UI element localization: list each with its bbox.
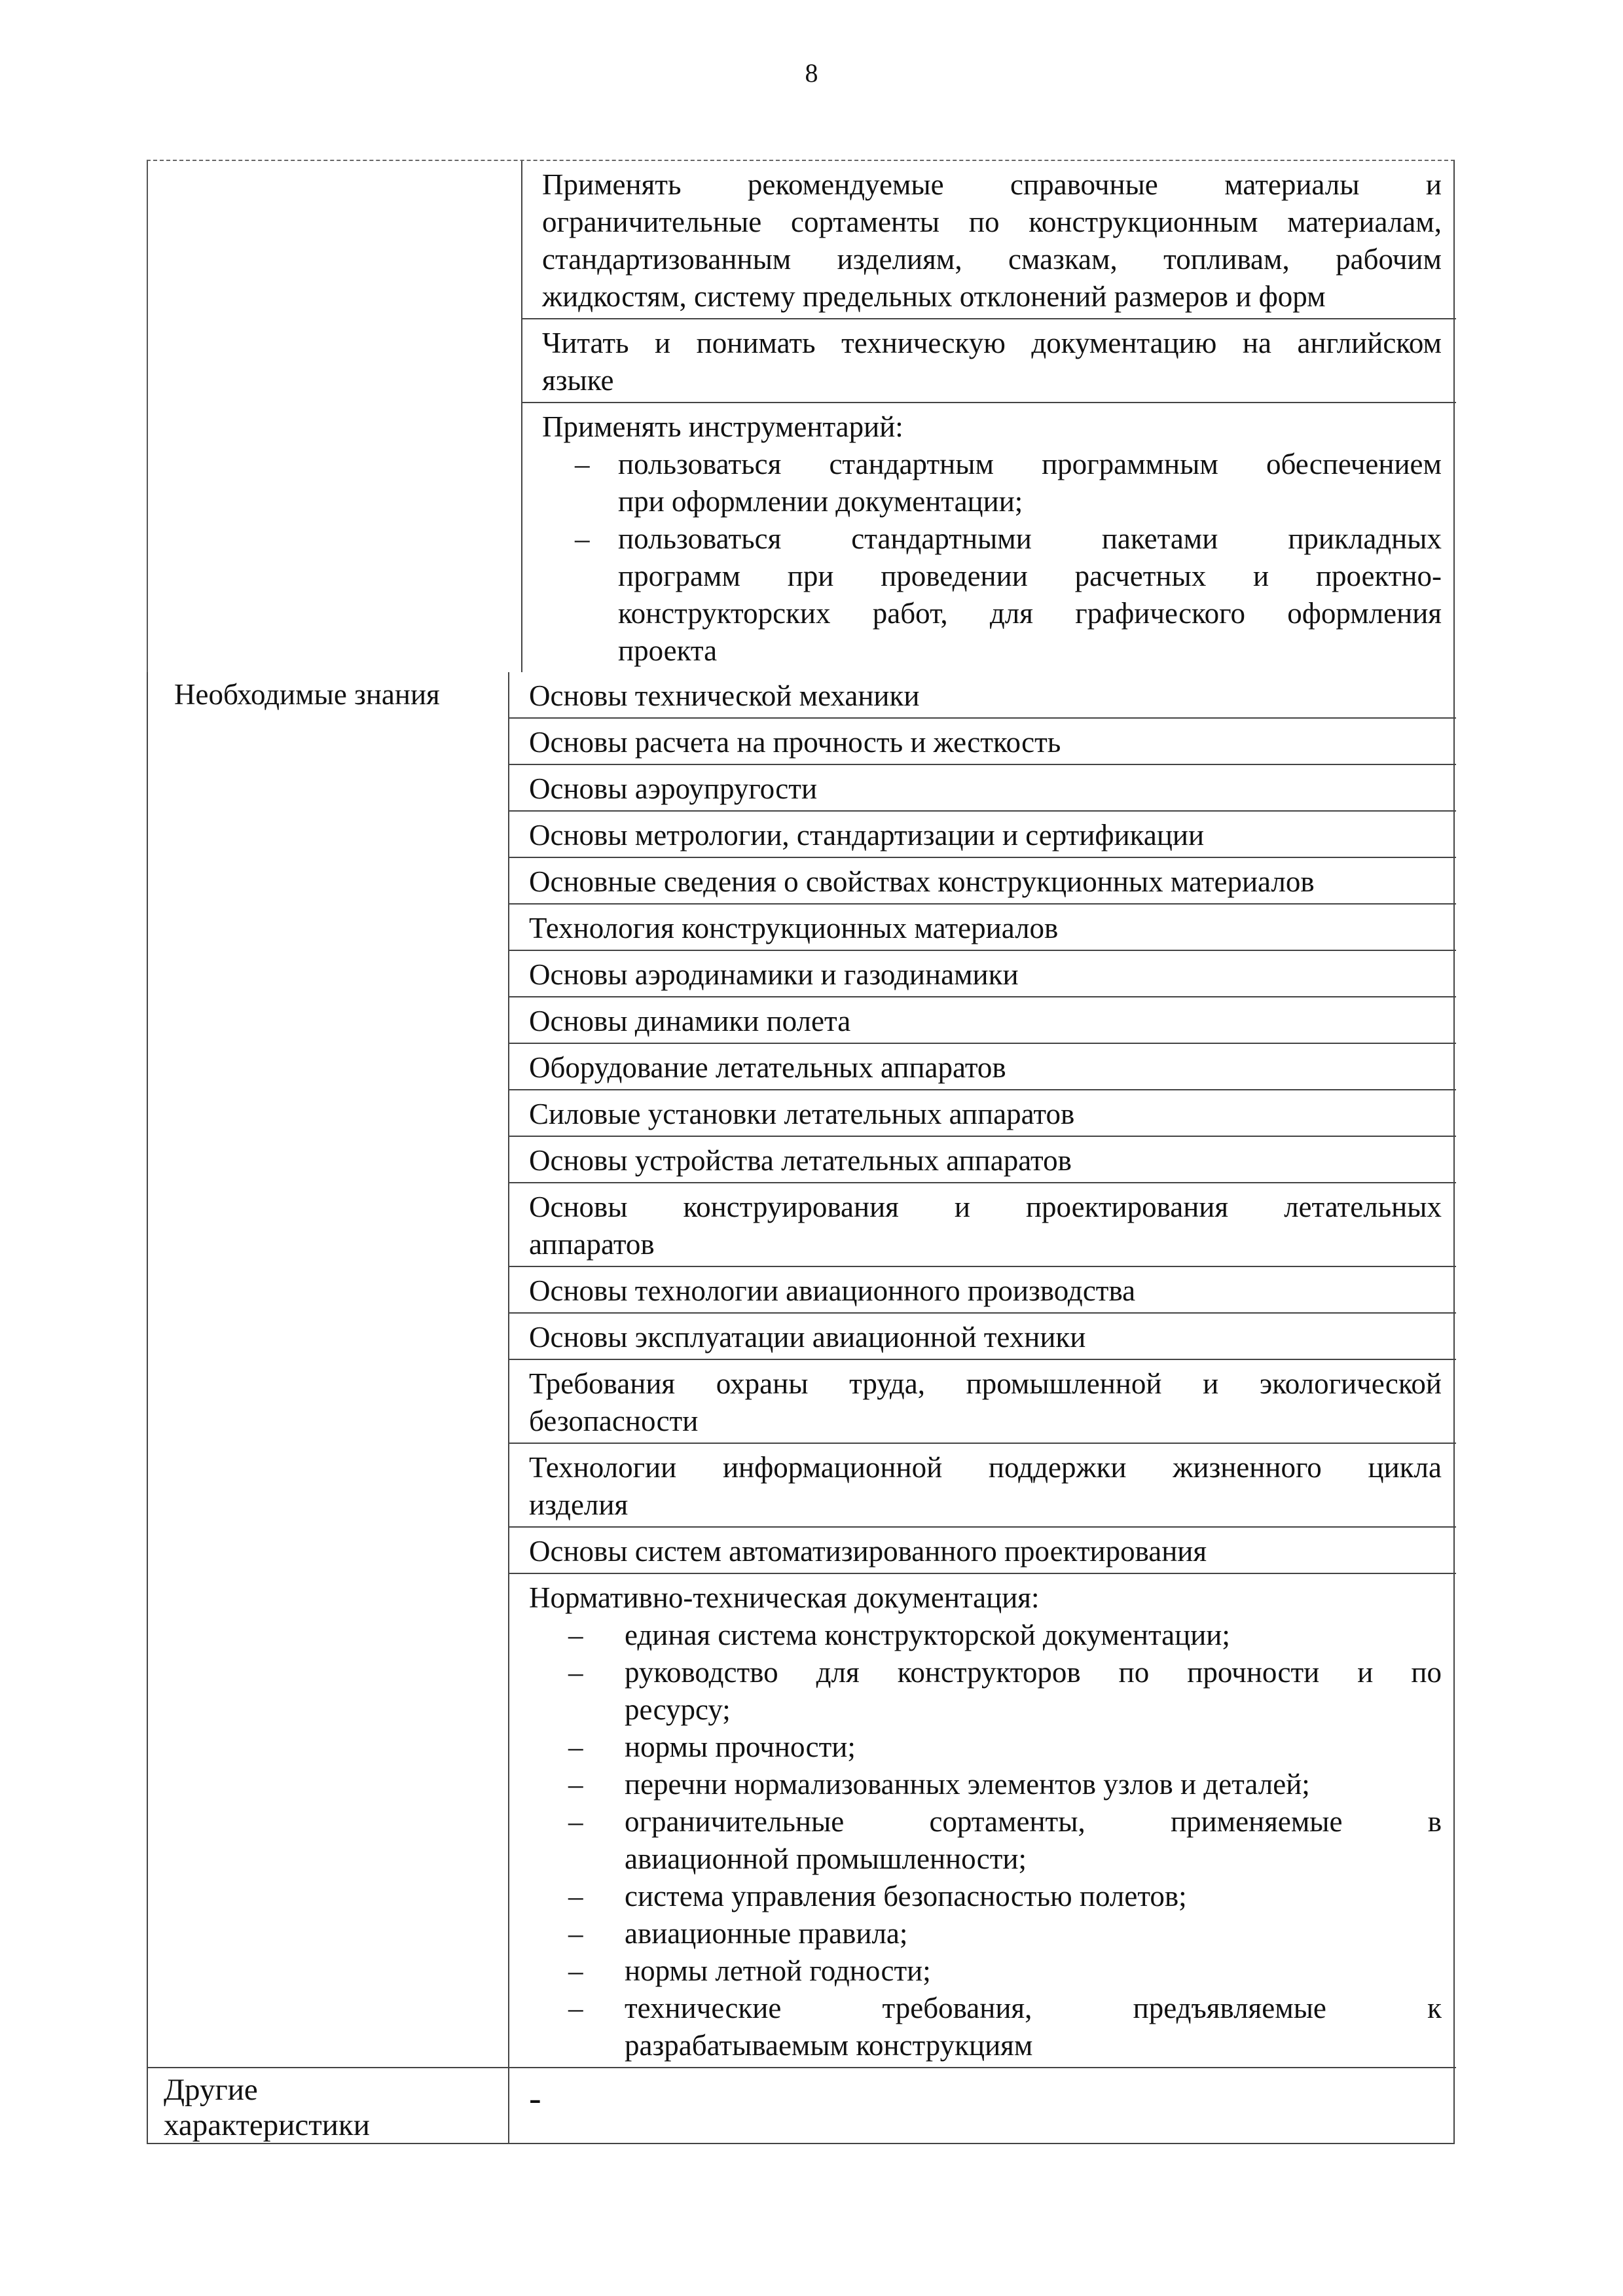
normative-item-line: авиационные правила; [625,1917,908,1950]
knowledge-cells [509,672,1456,2067]
normative-item-line: единая система конструкторской документации; [625,1619,1230,1651]
knowledge-item-line: Оборудование летательных аппаратов [529,1051,1006,1084]
dash-marker: – [568,1656,583,1689]
knowledge-item-line: Основы динамики полета [529,1005,851,1037]
other-label-cell [148,2067,509,2143]
tools-item [542,520,1442,670]
tools-item-line: проекта [618,634,718,667]
normative-item-line: руководство для конструкторов по прочности и по [625,1656,1442,1689]
knowledge-item-line: Требования охраны труда, промышленной и экологической [529,1367,1442,1400]
knowledge-item-line: Основы аэроупругости [529,772,818,805]
knowledge-normative [509,1574,1456,2067]
normative-item-line: нормы летной годности; [625,1954,931,1987]
reference-materials-line: стандартизованным изделиям, смазкам, топливам, рабочим [542,243,1442,276]
page-number: 8 [805,58,818,88]
knowledge-item-line: Технология конструкционных материалов [529,912,1059,944]
dash-marker: – [575,522,590,555]
dash-marker: – [568,1731,583,1763]
knowledge-item-line: Основы аэродинамики и газодинамики [529,958,1019,991]
other-label-line: Другие [164,2073,258,2107]
tools-item-line: пользоваться стандартными пакетами прикладных [618,522,1442,555]
other-label-line: характеристики [164,2108,370,2142]
knowledge-item [509,719,1456,765]
normative-item-line: ограничительные сортаменты, применяемые в [625,1805,1442,1838]
skill-english-docs [522,319,1456,403]
knowledge-item [509,765,1456,812]
knowledge-item [509,1044,1456,1090]
tools-item-line: при оформлении документации; [618,485,1023,518]
dash-marker: – [568,1768,583,1801]
normative-item-line: система управления безопасностью полетов; [625,1880,1187,1912]
tools-item-line: программ при проведении расчетных и проектно- [618,560,1442,592]
english-docs-line: языке [542,364,614,397]
skill-tools-intro: Применять инструментарий: [542,410,903,443]
knowledge-item [509,1444,1456,1528]
dash-marker: – [568,1954,583,1987]
knowledge-item [509,1528,1456,1574]
dash-marker: – [568,1619,583,1651]
skill-tools-list [542,446,1442,670]
other-value-cell [509,2067,1456,2143]
normative-item [529,1803,1442,1878]
knowledge-item-line: Основы эксплуатации авиационной техники [529,1321,1086,1354]
knowledge-item-line: Основные сведения о свойствах конструкционных материалов [529,865,1315,898]
knowledge-item-line: изделия [529,1488,629,1521]
knowledge-item-line: Основы метрологии, стандартизации и сертификации [529,819,1205,852]
normative-item-line: авиационной промышленности; [625,1842,1027,1875]
reference-materials-line: жидкостям, систему предельных отклонений размеров и форм [542,280,1326,313]
normative-list [529,1617,1442,2064]
normative-item-line: технические требования, предъявляемые к [625,1992,1442,2024]
dash-marker: – [568,1917,583,1950]
knowledge-item [509,951,1456,997]
normative-item-line: разрабатываемым конструкциям [625,2029,1033,2062]
knowledge-item [509,1137,1456,1183]
knowledge-item [509,1090,1456,1137]
knowledge-item-line: Основы систем автоматизированного проектирования [529,1535,1207,1568]
knowledge-item [509,1314,1456,1360]
normative-item [529,1617,1442,1654]
skills-label-cell [148,161,522,672]
knowledge-item-line: безопасности [529,1405,699,1437]
normative-item [529,1729,1442,1766]
knowledge-item [509,997,1456,1044]
knowledge-item-line: Силовые установки летательных аппаратов [529,1098,1075,1130]
normative-item [529,1915,1442,1952]
english-docs-line: Читать и понимать техническую документацию на английском [542,327,1442,359]
normative-item [529,1990,1442,2064]
knowledge-item-line: Основы конструирования и проектирования летательных [529,1191,1442,1223]
knowledge-item [509,672,1456,719]
normative-item [529,1766,1442,1803]
normative-item [529,1878,1442,1915]
normative-item-line: нормы прочности; [625,1731,856,1763]
other-label [148,2068,508,2143]
skills-cells [522,161,1456,672]
dash-marker: – [568,1992,583,2024]
knowledge-item [509,812,1456,858]
dash-marker: – [568,1880,583,1912]
normative-item-line: перечни нормализованных элементов узлов и деталей; [625,1768,1310,1801]
knowledge-label: Необходимые знания [174,678,440,711]
dash-marker: – [575,448,590,480]
knowledge-item-line: аппаратов [529,1228,655,1261]
other-value: - [529,2078,541,2119]
skills-section [147,160,1455,672]
knowledge-item-line: Технологии информационной поддержки жизненного цикла [529,1451,1442,1484]
normative-item-line: ресурсу; [625,1693,731,1726]
skill-tools [522,403,1456,672]
reference-materials-line: Применять рекомендуемые справочные материалы и [542,168,1442,201]
normative-item [529,1952,1442,1990]
knowledge-item [509,1360,1456,1444]
normative-intro: Нормативно-техническая документация: [529,1581,1040,1614]
knowledge-item-line: Основы устройства летательных аппаратов [529,1144,1072,1177]
knowledge-item [509,1267,1456,1314]
knowledge-item [509,1183,1456,1267]
knowledge-item [509,905,1456,951]
knowledge-item-line: Основы расчета на прочность и жесткость [529,726,1061,759]
knowledge-item [509,858,1456,905]
qualification-table [147,160,1455,2144]
knowledge-section [147,672,1455,2144]
tools-item-line: конструкторских работ, для графического оформления [618,597,1442,630]
normative-item [529,1654,1442,1729]
knowledge-label-cell [148,672,509,2067]
knowledge-item-line: Основы технологии авиационного производства [529,1274,1136,1307]
tools-item-line: пользоваться стандартным программным обеспечением [618,448,1442,480]
tools-item [542,446,1442,520]
skill-reference-materials [522,161,1456,319]
knowledge-item-line: Основы технической механики [529,679,920,712]
dash-marker: – [568,1805,583,1838]
reference-materials-line: ограничительные сортаменты по конструкционным материалам, [542,206,1442,238]
